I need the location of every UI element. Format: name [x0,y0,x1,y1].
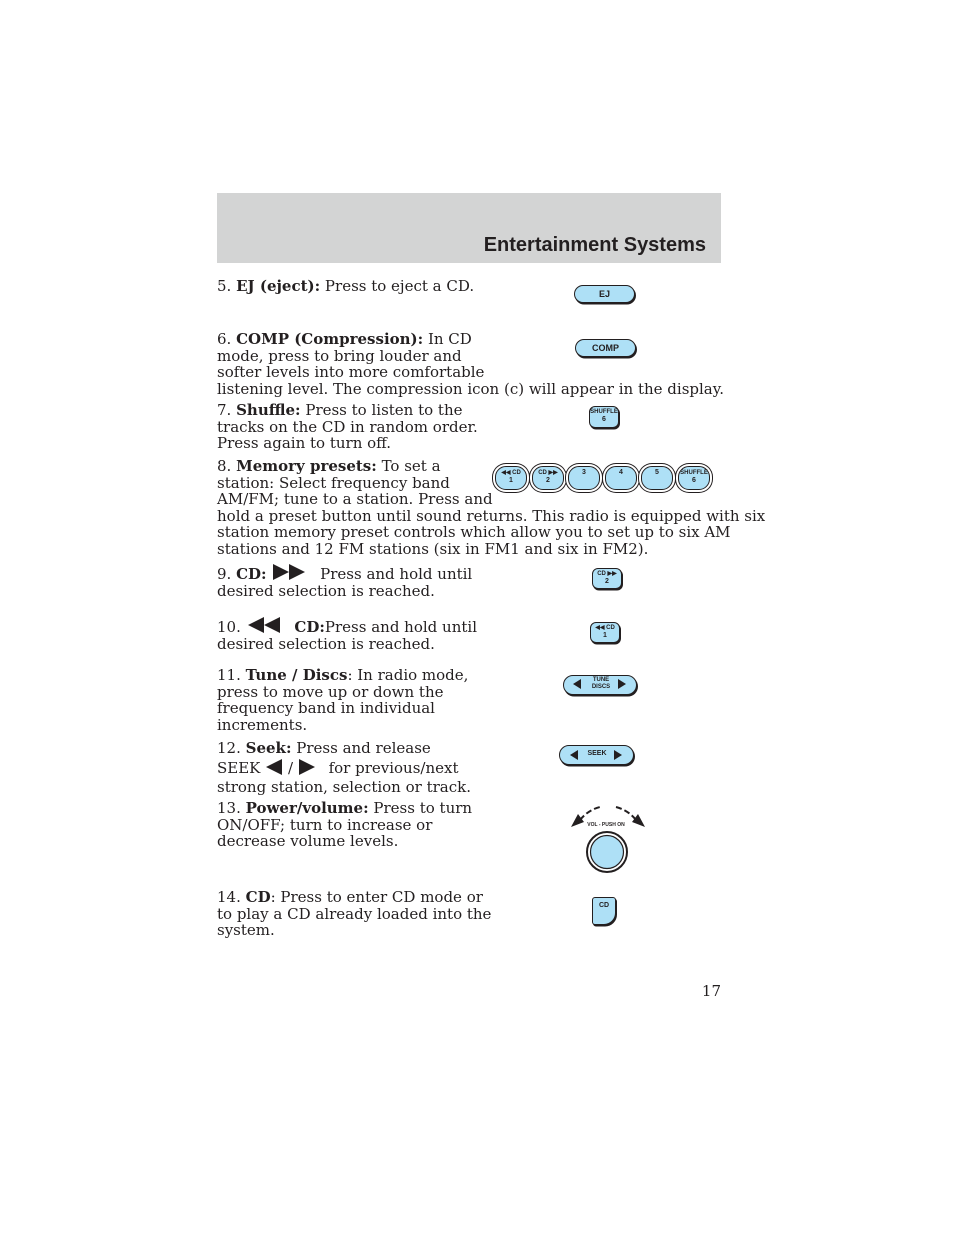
preset-button-3[interactable] [568,466,600,490]
item-number: 5. [217,277,232,295]
item-term: Shuffle: [236,401,301,419]
item-power-volume [217,800,472,850]
seek-word: SEEK [217,759,261,777]
item-term: CD: [294,618,325,636]
volume-label: VOL - PUSH ON [587,822,625,828]
item-desc: Press to listen to the [300,401,463,419]
item-number: 11. [217,666,241,684]
item-desc: Press and hold until [320,565,473,583]
header-band [217,193,721,263]
item-line: strong station, selection or track. [217,778,471,796]
item-line: station memory preset controls which allow you to set up to six AM [217,523,731,541]
page-number: 17 [701,982,721,1000]
volume-knob[interactable] [585,830,629,874]
item-line: stations and 12 FM stations (six in FM1 and six in FM2). [217,539,649,558]
item-desc: : Press to enter CD mode or [270,888,483,906]
item-shuffle [217,402,478,452]
item-line: to play a CD already loaded into the [217,904,492,923]
preset-number: 3 [582,469,586,476]
item-line: system. [217,921,275,939]
tune-label-line2: DISCS [591,684,611,690]
item-line: increments. [217,715,308,734]
seek-rocker[interactable] [559,745,634,765]
preset-button-4[interactable] [605,466,637,490]
item-desc: Press to turn [368,799,473,817]
item-term: Power/volume: [245,799,369,817]
item-desc: Press and hold until [324,618,477,636]
preset-button-1[interactable] [495,466,527,490]
preset-label: CD [512,470,521,476]
item-number: 8. [217,457,232,475]
forward-mini-icon: ▶▶ [546,470,558,476]
cd-forward-label: CD [597,571,606,577]
item-line: station: Select frequency band [217,473,450,492]
tune-label [586,677,616,691]
shuffle-button[interactable] [589,406,619,428]
forward-mini-icon: ▶▶ [605,571,617,577]
section-title: Entertainment Systems [483,234,706,256]
rewind-mini-icon: ◀◀ [595,625,607,631]
item-term: COMP (Compression): [236,330,424,348]
item-line: desired selection is reached. [217,634,435,653]
seek-rocker-left-icon [569,750,579,760]
item-line: desired selection is reached. [217,581,435,600]
item-line: ON/OFF; turn to increase or [217,815,433,834]
shuffle-number: 6 [602,416,606,423]
seek-line [217,758,471,778]
preset-label: CD [538,470,547,476]
comp-button[interactable] [575,339,636,357]
item-number: 6. [217,330,232,348]
item-desc: In CD [423,330,472,348]
item-line: Press again to turn off. [217,434,392,452]
item-line: AM/FM; tune to a station. Press and [217,490,493,508]
cd-button[interactable] [592,897,616,925]
tune-label-line1: TUNE [592,677,610,683]
eject-button[interactable] [574,285,635,303]
rewind-icon [246,616,284,634]
cd-reverse-number: 1 [603,632,607,639]
item-term: EJ (eject): [236,277,321,295]
item-cd [217,889,491,939]
item-number: 14. [217,888,241,906]
item-cd-reverse [217,616,477,652]
item-line: hold a preset button until sound returns. This radio is equipped with six [217,506,766,525]
tune-rocker[interactable] [563,675,637,695]
item-desc: Press to eject a CD. [320,277,475,295]
item-term: CD [245,888,271,906]
shuffle-label: SHUFFLE [590,409,618,415]
fast-forward-icon [271,563,309,581]
cd-reverse-label: CD [606,625,615,631]
item-number: 12. [217,739,241,757]
preset-label: SHUFFLE [680,470,708,476]
item-comp [217,331,724,397]
seek-right-icon [298,758,316,776]
item-line: listening level. The compression icon (c) will appear in the display. [217,379,724,398]
item-number: 13. [217,799,241,817]
item-line: press to move up or down the [217,682,444,701]
preset-number: 6 [692,477,696,484]
item-number: 10. [217,618,241,636]
cd-forward-button[interactable] [592,568,622,589]
item-term: CD: [236,565,267,583]
tune-right-arrow-icon [617,679,627,689]
item-term: Memory presets: [236,457,377,475]
item-line: frequency band in individual [217,699,435,717]
item-number: 7. [217,401,232,419]
preset-number: 5 [655,469,659,476]
item-term: Seek: [245,739,292,757]
item-seek [217,739,471,797]
preset-button-2[interactable] [532,466,564,490]
preset-number: 2 [546,477,550,484]
preset-number: 1 [509,477,513,484]
item-line: decrease volume levels. [217,832,399,850]
tune-left-arrow-icon [572,679,582,689]
item-number: 9. [217,565,232,583]
cd-button-label: CD [598,902,610,909]
comp-button-label: COMP [592,343,619,353]
preset-button-5[interactable] [641,466,673,490]
item-cd-forward [217,563,472,599]
item-tune [217,667,468,733]
seek-tail: for previous/next [328,759,459,777]
item-desc: : In radio mode, [347,666,469,684]
item-eject [217,278,474,295]
item-line: mode, press to bring louder and [217,346,462,365]
cd-forward-number: 2 [605,578,609,585]
item-desc: Press and release [291,739,431,757]
item-line: softer levels into more comfortable [217,363,485,381]
item-term: Tune / Discs [245,666,348,684]
seek-slash: / [287,759,294,777]
rewind-mini-icon: ◀◀ [501,470,513,476]
seek-rocker-label: SEEK [587,750,607,757]
cd-reverse-button[interactable] [590,622,620,643]
preset-button-6[interactable] [678,466,710,490]
preset-number: 4 [619,469,623,476]
seek-left-icon [265,758,283,776]
eject-button-label: EJ [598,289,610,299]
seek-rocker-right-icon [613,750,623,760]
item-desc: To set a [376,457,441,475]
item-line: tracks on the CD in random order. [217,417,478,436]
